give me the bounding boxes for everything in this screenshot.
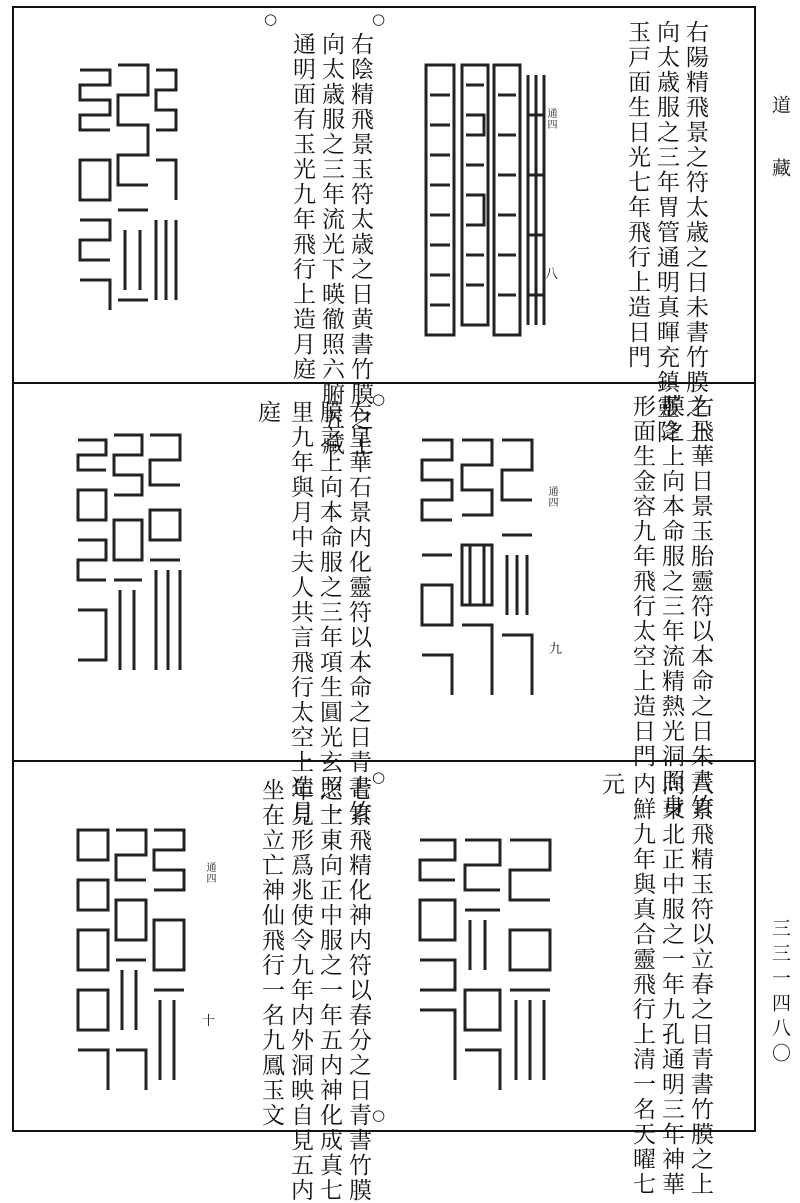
- section-marker: 十: [202, 1014, 216, 1029]
- section-marker: 八: [545, 267, 559, 282]
- circle-mark: ○: [264, 10, 278, 28]
- text-column: 之上東向正中服之一年五内神化成真七: [316, 778, 342, 1203]
- talisman-seal-image: [412, 425, 542, 715]
- text-column: 玉戸面生日光七年飛行上造日門: [624, 20, 650, 370]
- text-column: 内鮮九年與真合靈飛行上清一名天曜七: [629, 772, 655, 1197]
- annotation-note: 通四: [545, 108, 556, 130]
- talisman-seal-image: [70, 50, 180, 325]
- annotation-note: 通四: [204, 862, 215, 884]
- text-column: 七素飛精化神内符以春分之日青書竹膜: [345, 778, 371, 1203]
- annotation-note: 通四: [546, 486, 557, 508]
- text-column: 坐在立亡神仙飛行一名九鳳玉文: [258, 778, 284, 1128]
- text-column: 膜之上向本命服之三年流精熱光洞照身: [658, 394, 684, 819]
- text-column: 向太歳服之三年流光下暎徹照六腑五藏: [318, 32, 344, 457]
- text-column: 通明面有玉光九年飛行上造月庭: [289, 32, 315, 382]
- text-column: 年見形爲兆使令九年内外洞映自見五内: [287, 778, 313, 1203]
- section-marker: 九: [549, 642, 563, 657]
- text-column: 右陰精飛景玉符太歳之日黄書竹膜之上: [347, 32, 373, 457]
- text-column: 里九年與月中夫人共言飛行太空上造月: [287, 400, 313, 825]
- book-title: 道藏: [769, 95, 791, 221]
- circle-mark: ○: [372, 1106, 386, 1124]
- talisman-seal-image: [70, 810, 190, 1110]
- text-column: 向太歳服之三年胃管通明真暉充鎮靈降: [653, 20, 679, 445]
- text-column: 右飛華日景玉胎靈符以本命之日朱書竹: [687, 394, 713, 819]
- circle-mark: ○: [372, 390, 386, 408]
- text-column: 元: [598, 772, 624, 797]
- text-column: 右皇華石景内化靈符以本命之日青書竹: [345, 400, 371, 825]
- circle-mark: ○: [372, 10, 386, 28]
- talisman-seal-image: [418, 55, 558, 345]
- text-column: 八素飛精玉符以立春之日青書竹膜之上: [687, 772, 713, 1197]
- text-column: 膜之上向本命服之三年項生圓光玄照一: [316, 400, 342, 825]
- panel-divider: [12, 382, 756, 384]
- text-column: 庭: [254, 400, 280, 425]
- text-column: 形面生金容九年飛行太空上造日門: [629, 394, 655, 769]
- talisman-seal-image: [70, 420, 190, 705]
- talisman-seal-image: [410, 820, 570, 1110]
- page-number: 三三一四八〇: [769, 918, 791, 1068]
- text-column: 右陽精飛景之符太歳之日未書竹膜之上: [682, 20, 708, 445]
- text-column: 向東北正中服之一年九孔通明三年神華: [658, 772, 684, 1197]
- circle-mark: ○: [372, 768, 386, 786]
